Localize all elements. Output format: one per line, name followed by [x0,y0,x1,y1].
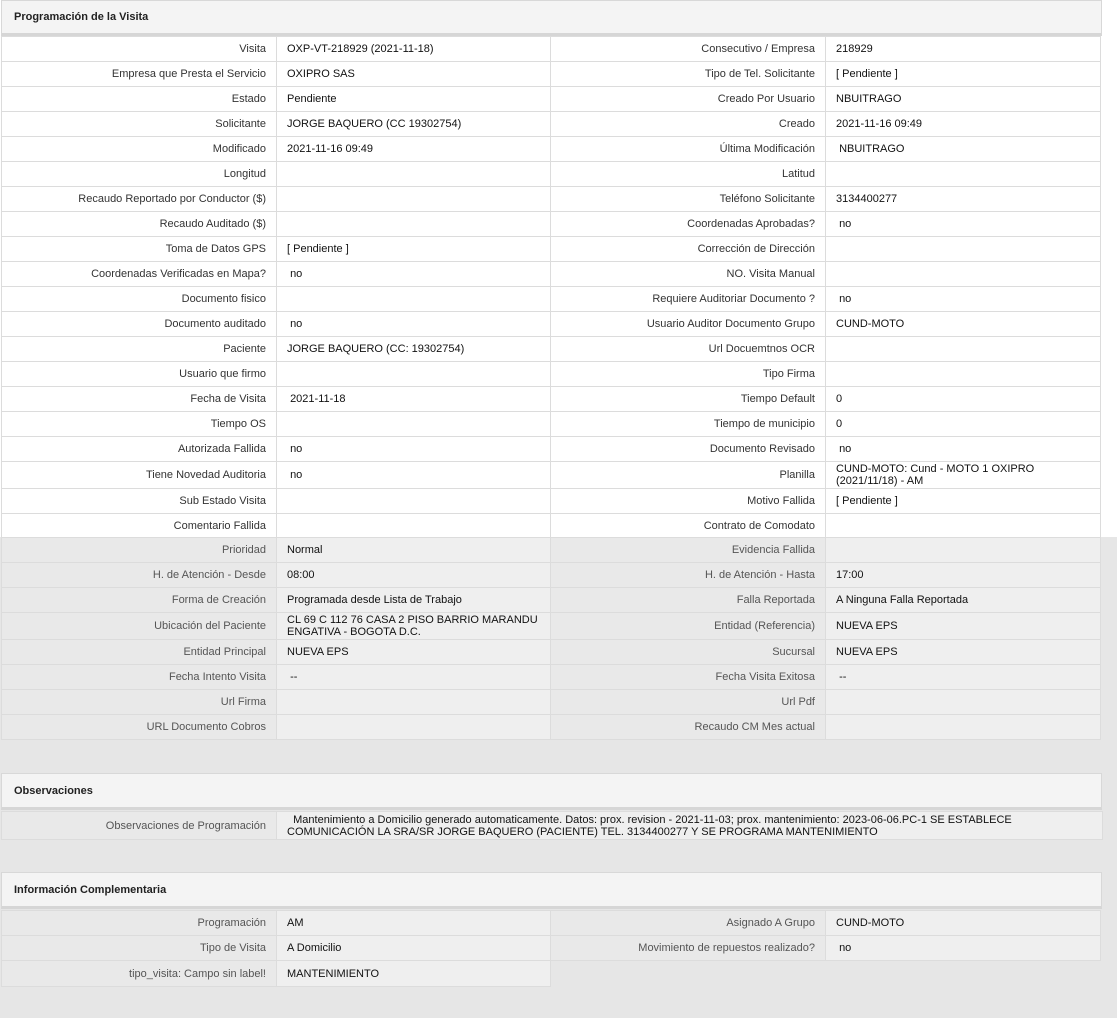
field-value: A Domicilio [276,935,551,961]
field-value [276,488,551,514]
field-value: no [825,436,1101,462]
table-row [1,811,1102,839]
table-row [1,311,1100,336]
field-label: Paciente [1,336,277,362]
table-row [1,935,1100,960]
field-value [825,689,1101,715]
field-value: CUND-MOTO: Cund - MOTO 1 OXIPRO (2021/11/18) - AM [825,461,1101,489]
field-value: -- [825,664,1101,690]
field-label: Estado [1,86,277,112]
field-label: Latitud [550,161,826,187]
table-row [1,689,1100,714]
field-value: NUEVA EPS [276,639,551,665]
complementaria-last-table [1,960,550,986]
field-value: 2021-11-16 09:49 [825,111,1101,137]
table-row [1,261,1100,286]
table-row [1,639,1100,664]
field-label: Requiere Auditoriar Documento ? [550,286,826,312]
field-label: Visita [1,36,277,62]
field-value: no [825,935,1101,961]
field-value: NBUITRAGO [825,86,1101,112]
table-row [1,461,1100,488]
field-label: Movimiento de repuestos realizado? [550,935,826,961]
table-row [1,61,1100,86]
field-value: -- [276,664,551,690]
field-label: Contrato de Comodato [550,513,826,539]
field-label: Tipo de Visita [1,935,277,961]
field-label: Observaciones de Programación [1,811,277,840]
field-label: tipo_visita: Campo sin label! [1,960,277,987]
table-row [1,286,1100,311]
field-value: [ Pendiente ] [276,236,551,262]
field-label: Documento auditado [1,311,277,337]
section-header-complementaria [1,872,1102,909]
field-value [276,211,551,237]
field-value [825,513,1101,539]
field-label: Recaudo Auditado ($) [1,211,277,237]
field-value: [ Pendiente ] [825,488,1101,514]
table-row [1,562,1100,587]
table-row [1,136,1100,161]
section-header-observaciones [1,773,1102,810]
field-value [825,714,1101,740]
field-value: 2021-11-16 09:49 [276,136,551,162]
field-value: NUEVA EPS [825,639,1101,665]
field-value [825,537,1101,563]
field-value: JORGE BAQUERO (CC: 19302754) [276,336,551,362]
field-value: A Ninguna Falla Reportada [825,587,1101,613]
field-label: Programación [1,910,277,936]
field-value: 3134400277 [825,186,1101,212]
observaciones-table [1,811,1102,839]
field-label: Creado Por Usuario [550,86,826,112]
field-value: no [276,311,551,337]
field-label: Fecha de Visita [1,386,277,412]
field-label: Tiempo OS [1,411,277,437]
table-row [1,161,1100,186]
field-label: Comentario Fallida [1,513,277,539]
field-value: no [276,261,551,287]
field-value [276,411,551,437]
field-label: Coordenadas Verificadas en Mapa? [1,261,277,287]
field-label: Falla Reportada [550,587,826,613]
field-value [276,689,551,715]
table-row [1,236,1100,261]
field-value: Programada desde Lista de Trabajo [276,587,551,613]
field-label: Planilla [550,461,826,489]
field-label: Corrección de Dirección [550,236,826,262]
field-value: 0 [825,411,1101,437]
field-value: 218929 [825,36,1101,62]
table-row [1,488,1100,513]
table-row [1,361,1100,386]
field-label: Tiempo Default [550,386,826,412]
table-row [1,714,1100,739]
field-label: Tiene Novedad Auditoria [1,461,277,489]
field-label: Toma de Datos GPS [1,236,277,262]
table-row [1,612,1100,639]
field-value: no [276,436,551,462]
field-value: CL 69 C 112 76 CASA 2 PISO BARRIO MARANDU ENGATIVA - BOGOTA D.C. [276,612,551,640]
table-row [1,186,1100,211]
field-value [276,186,551,212]
field-label: Consecutivo / Empresa [550,36,826,62]
field-label: Recaudo CM Mes actual [550,714,826,740]
field-value [825,336,1101,362]
table-row [1,960,550,986]
field-value: 2021-11-18 [276,386,551,412]
field-value [825,261,1101,287]
field-label: Modificado [1,136,277,162]
field-label: Autorizada Fallida [1,436,277,462]
field-value: 0 [825,386,1101,412]
field-value [276,361,551,387]
field-label: Asignado A Grupo [550,910,826,936]
field-value: Mantenimiento a Domicilio generado automaticamente. Datos: prox. revision - 2021-11-03; prox. mantenimiento: 2023-06-06.PC-1 SE ESTABLECE COMUNICACIÓN LA SRA/SR JORGE BAQUERO (PACIENTE) TEL. 3134400277 Y SE PROGRAMA MANTENIMIENTO [276,811,1103,840]
field-value [276,714,551,740]
field-label: Teléfono Solicitante [550,186,826,212]
field-value: 08:00 [276,562,551,588]
field-label: Empresa que Presta el Servicio [1,61,277,87]
table-row [1,336,1100,361]
field-value: no [825,211,1101,237]
field-label: Coordenadas Aprobadas? [550,211,826,237]
field-value [276,513,551,539]
field-label: Creado [550,111,826,137]
field-label: Ubicación del Paciente [1,612,277,640]
field-label: Documento Revisado [550,436,826,462]
table-row [1,411,1100,436]
field-value [825,361,1101,387]
field-label: Longitud [1,161,277,187]
field-label: Sucursal [550,639,826,665]
table-row [1,537,1100,562]
field-label: Fecha Intento Visita [1,664,277,690]
field-label: Tipo de Tel. Solicitante [550,61,826,87]
field-label: Tipo Firma [550,361,826,387]
field-value: Pendiente [276,86,551,112]
field-value [825,236,1101,262]
field-value: OXP-VT-218929 (2021-11-18) [276,36,551,62]
field-label: Usuario Auditor Documento Grupo [550,311,826,337]
field-label: Prioridad [1,537,277,563]
section-title: Programación de la Visita [14,11,149,23]
field-label: Entidad (Referencia) [550,612,826,640]
section-header-programacion [1,0,1102,36]
field-value: NUEVA EPS [825,612,1101,640]
field-value: 17:00 [825,562,1101,588]
field-value: JORGE BAQUERO (CC 19302754) [276,111,551,137]
table-row [1,211,1100,236]
field-value [276,286,551,312]
visit-details-table [1,36,1100,538]
field-label: URL Documento Cobros [1,714,277,740]
complementaria-table [1,910,1100,960]
field-label: Documento fisico [1,286,277,312]
field-label: Fecha Visita Exitosa [550,664,826,690]
table-row [1,86,1100,111]
field-label: Url Firma [1,689,277,715]
field-label: H. de Atención - Hasta [550,562,826,588]
field-label: Url Pdf [550,689,826,715]
table-row [1,910,1100,935]
field-label: Url Docuemtnos OCR [550,336,826,362]
section-title: Observaciones [14,784,93,797]
table-row [1,664,1100,689]
field-value: NBUITRAGO [825,136,1101,162]
field-value: [ Pendiente ] [825,61,1101,87]
field-label: Evidencia Fallida [550,537,826,563]
field-value [276,161,551,187]
table-row [1,36,1100,61]
field-label: Sub Estado Visita [1,488,277,514]
field-value [825,161,1101,187]
field-label: H. de Atención - Desde [1,562,277,588]
table-row [1,587,1100,612]
table-row [1,436,1100,461]
table-row [1,111,1100,136]
field-value: CUND-MOTO [825,311,1101,337]
table-row [1,386,1100,411]
field-label: Forma de Creación [1,587,277,613]
field-value: MANTENIMIENTO [276,960,551,987]
field-value: CUND-MOTO [825,910,1101,936]
section-title: Información Complementaria [14,883,167,896]
field-label: NO. Visita Manual [550,261,826,287]
field-value: Normal [276,537,551,563]
visit-extra-table [1,537,1100,739]
field-label: Recaudo Reportado por Conductor ($) [1,186,277,212]
field-value: AM [276,910,551,936]
field-label: Entidad Principal [1,639,277,665]
field-label: Motivo Fallida [550,488,826,514]
field-label: Usuario que firmo [1,361,277,387]
field-value: no [825,286,1101,312]
field-label: Última Modificación [550,136,826,162]
table-row [1,513,1100,538]
field-value: no [276,461,551,489]
field-label: Tiempo de municipio [550,411,826,437]
field-value: OXIPRO SAS [276,61,551,87]
field-label: Solicitante [1,111,277,137]
